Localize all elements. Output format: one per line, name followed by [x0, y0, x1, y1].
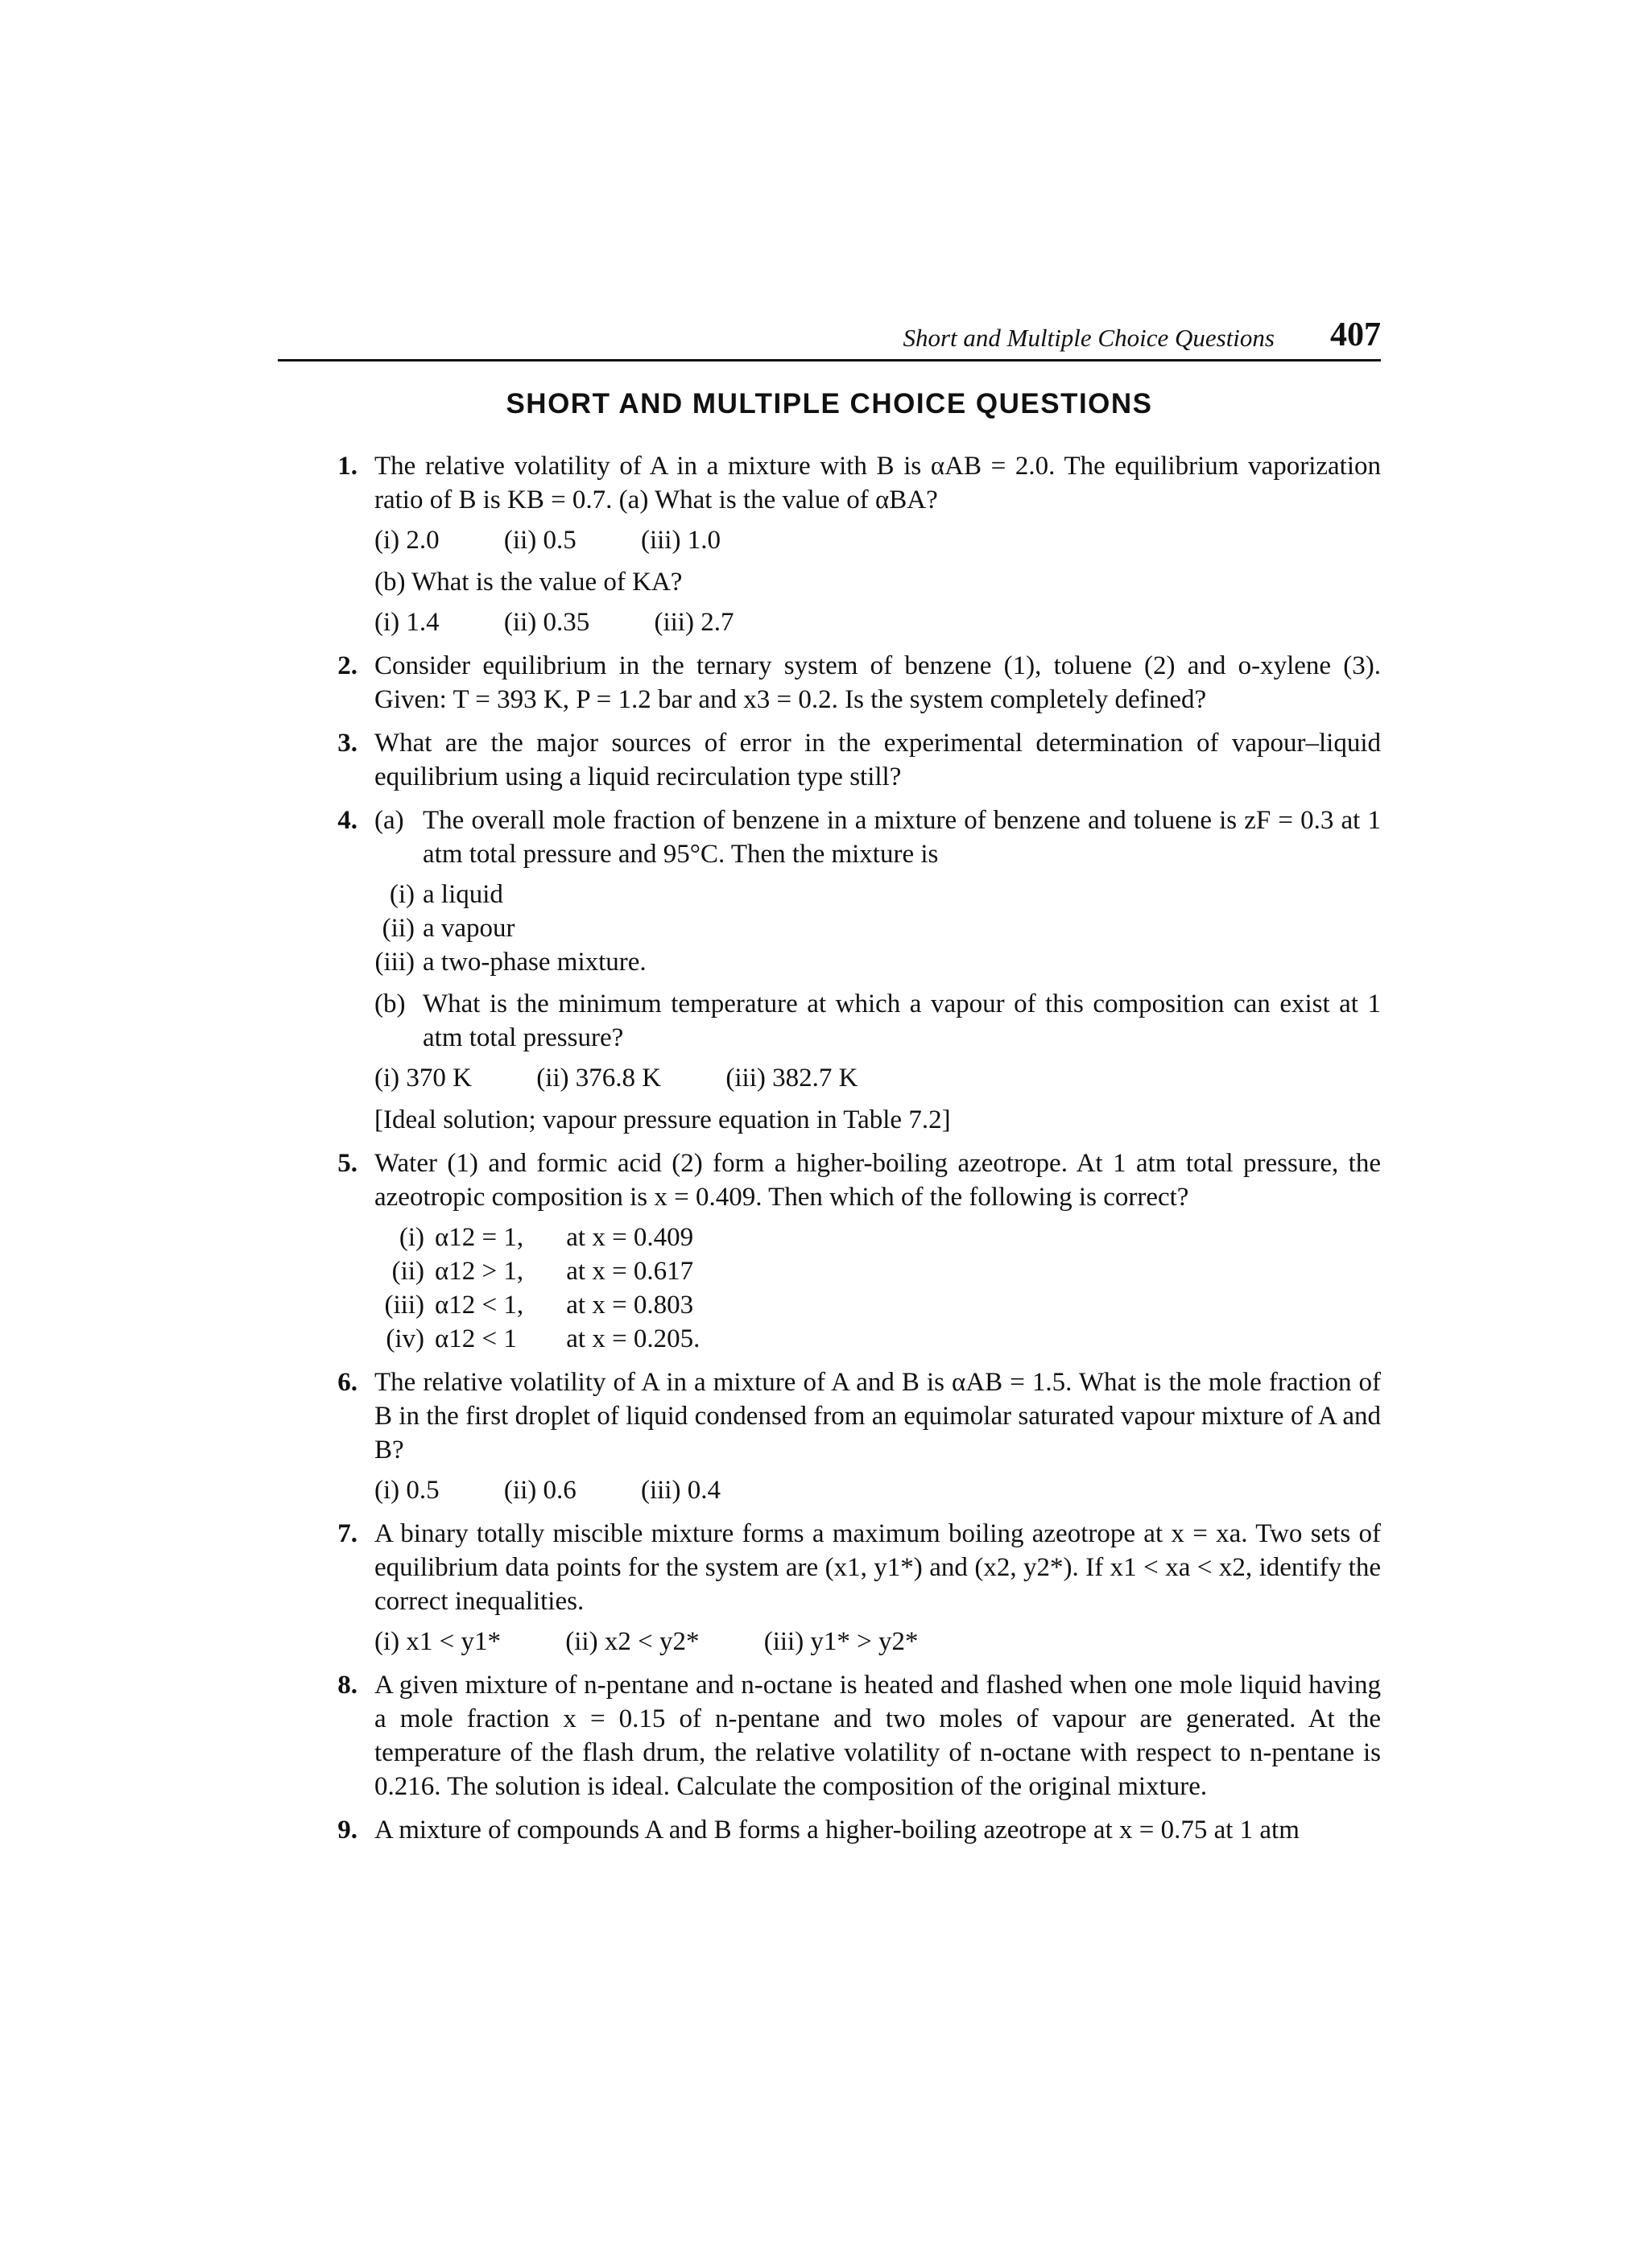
- option-label: (ii): [391, 1257, 424, 1286]
- option-label: (i): [389, 880, 415, 909]
- option: (ii) 0.35: [503, 608, 590, 637]
- option-label: (ii): [382, 914, 415, 943]
- question-2: [322, 649, 1381, 717]
- option: (iii) y1* > y2*: [763, 1627, 919, 1656]
- question-part-b: (b) What is the value of KA?: [374, 568, 683, 597]
- question-text: A binary totally miscible mixture forms a maximum boiling azeotrope at x = xa. Two sets of equilibrium data points for the system are (x1, y1*) and (x2, y2*). If x1 < xa < x2, identify the correct inequalities.: [374, 1519, 1381, 1616]
- option: [374, 878, 1381, 911]
- question-number: 1.: [337, 452, 357, 481]
- question-text: A given mixture of n-pentane and n-octane is heated and flashed when one mole liquid having a mole fraction x = 0.15 of n-pentane and two moles of vapour are generated. At the temperature of the flash drum, the relative volatility of n-octane with respect to n-pentane is 0.216. The solution is ideal. Calculate the composition of the original mixture.: [374, 1671, 1381, 1801]
- question-number: 6.: [337, 1368, 357, 1397]
- option: (i) 0.5: [374, 1476, 440, 1505]
- question-text: A mixture of compounds A and B forms a higher-boiling azeotrope at x = 0.75 at 1 atm: [374, 1816, 1300, 1845]
- option-label: (iii): [374, 948, 415, 977]
- question-text: Water (1) and formic acid (2) form a higher-boiling azeotrope. At 1 atm total pressure, the azeotropic composition is x = 0.409. Then which of the following is correct?: [374, 1149, 1381, 1212]
- question-number: 8.: [337, 1671, 357, 1700]
- option: [374, 1221, 1381, 1254]
- running-head: [278, 316, 1381, 361]
- option: (ii) 376.8 K: [536, 1064, 662, 1093]
- question-list: [322, 449, 1381, 1857]
- question-number: 5.: [337, 1149, 357, 1178]
- option: [374, 1288, 1381, 1322]
- option-condition: α12 < 1: [435, 1324, 517, 1353]
- question-text: Consider equilibrium in the ternary system of benzene (1), toluene (2) and o-xylene (3). Given: T = 393 K, P = 1.2 bar and x3 = 0.2. Is the system completely defined?: [374, 651, 1381, 714]
- option: [374, 1322, 1381, 1356]
- option: (iii) 2.7: [654, 608, 734, 637]
- part-label: (b): [374, 989, 406, 1018]
- option-row: [374, 605, 1381, 639]
- question-8: [322, 1668, 1381, 1803]
- question-3: [322, 726, 1381, 794]
- running-title: Short and Multiple Choice Questions: [903, 324, 1275, 352]
- option-condition: α12 < 1,: [435, 1291, 524, 1320]
- option-at: at x = 0.409: [566, 1223, 694, 1252]
- option-list: [374, 1221, 1381, 1356]
- part-label: (a): [374, 806, 404, 835]
- option: (i) x1 < y1*: [374, 1627, 502, 1656]
- question-4: [322, 804, 1381, 1137]
- option-row: [374, 1625, 1381, 1659]
- option: (i) 370 K: [374, 1064, 472, 1093]
- option-at: at x = 0.617: [566, 1257, 694, 1286]
- part-text: What is the minimum temperature at which a vapour of this composition can exist at 1 atm total pressure?: [423, 989, 1381, 1052]
- question-5: [322, 1146, 1381, 1356]
- option-at: at x = 0.803: [566, 1291, 694, 1320]
- option-condition: α12 = 1,: [435, 1223, 524, 1252]
- option-row: [374, 1473, 1381, 1507]
- page-number: 407: [1330, 316, 1381, 353]
- question-7: [322, 1517, 1381, 1659]
- option-text: a vapour: [423, 914, 515, 943]
- option: (i) 1.4: [374, 608, 440, 637]
- question-number: 9.: [337, 1816, 357, 1845]
- question-9: [322, 1813, 1381, 1847]
- header-rule: [278, 359, 1381, 361]
- question-text: What are the major sources of error in the experimental determination of vapour–liquid equilibrium using a liquid recirculation type still?: [374, 729, 1381, 791]
- question-1: [322, 449, 1381, 639]
- question-text: The relative volatility of A in a mixture of A and B is αAB = 1.5. What is the mole fraction of B in the first droplet of liquid condensed from an equimolar saturated vapour mixture of A and B?: [374, 1368, 1381, 1464]
- option: (i) 2.0: [374, 526, 440, 555]
- question-6: [322, 1365, 1381, 1507]
- option: (ii) x2 < y2*: [565, 1627, 700, 1656]
- option: (ii) 0.5: [503, 526, 577, 555]
- option: (iii) 1.0: [640, 526, 721, 555]
- option-label: (iii): [384, 1291, 424, 1320]
- option: (ii) 0.6: [503, 1476, 577, 1505]
- question-number: 7.: [337, 1519, 357, 1548]
- option: (iii) 0.4: [640, 1476, 721, 1505]
- option-text: a two-phase mixture.: [423, 948, 647, 977]
- option-condition: α12 > 1,: [435, 1257, 524, 1286]
- option: (iii) 382.7 K: [725, 1064, 858, 1093]
- question-part-a: [374, 804, 1381, 871]
- option-row: [374, 523, 1381, 557]
- option: [374, 945, 1381, 979]
- option-row: [374, 1061, 1381, 1095]
- option-at: at x = 0.205.: [566, 1324, 701, 1353]
- option-label: (i): [399, 1223, 424, 1252]
- option: [374, 1254, 1381, 1288]
- question-number: 3.: [337, 729, 357, 758]
- question-number: 2.: [337, 651, 357, 680]
- question-number: 4.: [337, 806, 357, 835]
- question-note: [Ideal solution; vapour pressure equation in Table 7.2]: [374, 1105, 951, 1134]
- question-part-b: [374, 987, 1381, 1055]
- option-label: (iv): [386, 1324, 424, 1353]
- option-text: a liquid: [423, 880, 503, 909]
- option-list: [374, 878, 1381, 979]
- section-title: SHORT AND MULTIPLE CHOICE QUESTIONS: [506, 388, 1153, 419]
- part-text: The overall mole fraction of benzene in a mixture of benzene and toluene is zF = 0.3 at 1 atm total pressure and 95°C. Then the mixture is: [423, 806, 1381, 869]
- question-text: The relative volatility of A in a mixture with B is αAB = 2.0. The equilibrium vaporization ratio of B is KB = 0.7. (a) What is the value of αBA?: [374, 452, 1381, 514]
- option: [374, 911, 1381, 945]
